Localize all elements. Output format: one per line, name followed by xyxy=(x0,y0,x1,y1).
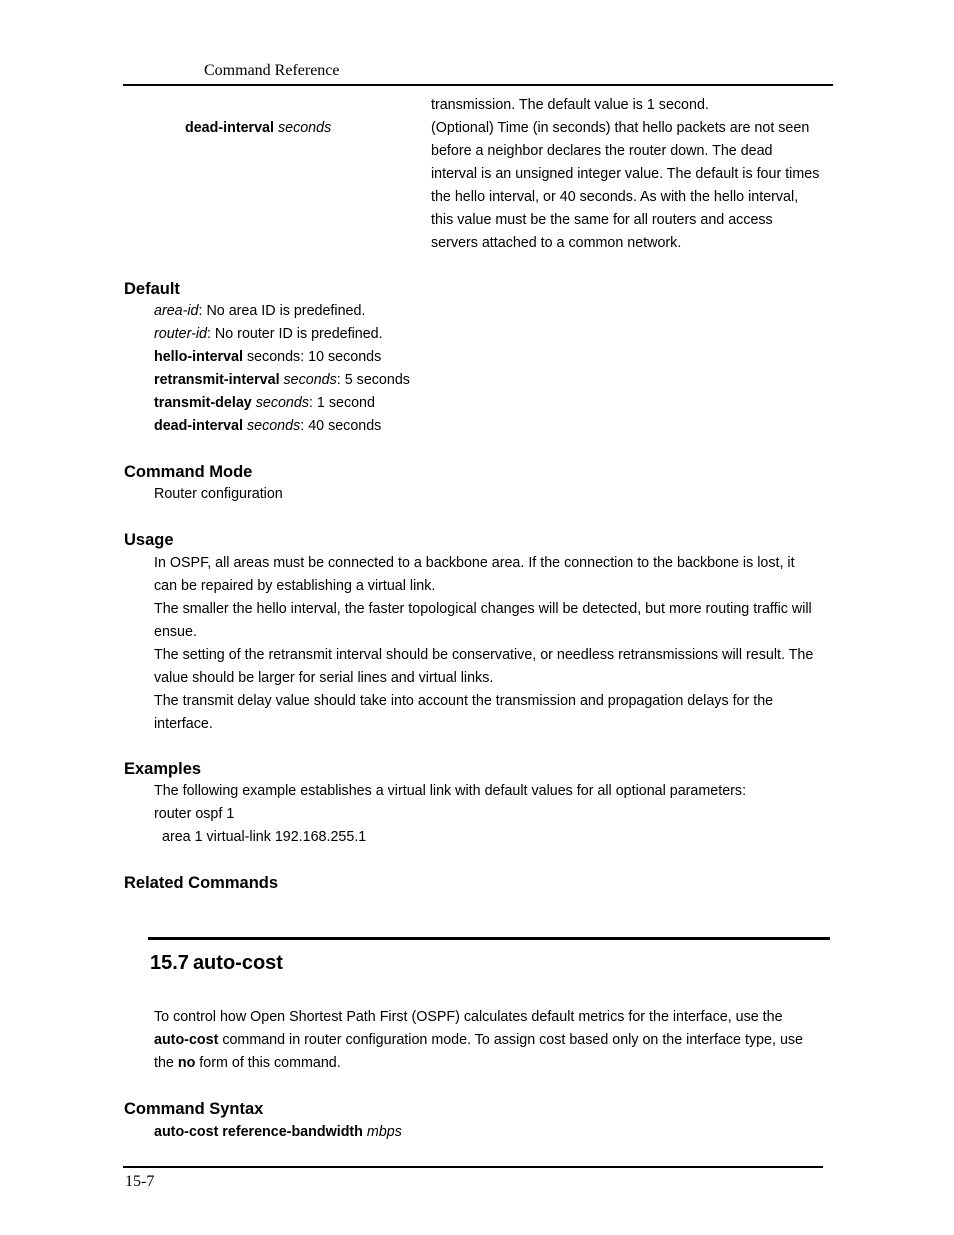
command-mode-text: Router configuration xyxy=(154,486,283,502)
section-name: auto-cost xyxy=(192,952,283,974)
footer-rule xyxy=(123,1166,823,1168)
default-line: retransmit-interval seconds: 5 seconds xyxy=(154,372,410,388)
section-intro-line: To control how Open Shortest Path First (OSPF) calculates default metrics for the interface, use the xyxy=(154,1009,783,1025)
examples-intro: The following example establishes a virtual link with default values for all optional parameters: xyxy=(154,783,747,799)
parameter-argument: seconds xyxy=(277,120,332,136)
usage-line: In OSPF, all areas must be connected to a backbone area. If the connection to the backbone is lost, it xyxy=(154,555,795,571)
default-line: router-id: No router ID is predefined. xyxy=(154,326,383,342)
dead-interval-desc-line: (Optional) Time (in seconds) that hello packets are not seen xyxy=(431,120,810,136)
related-commands-heading: Related Commands xyxy=(124,874,279,892)
usage-line: The setting of the retransmit interval should be conservative, or needless retransmissions will result. The xyxy=(154,647,814,663)
command-syntax-line xyxy=(154,1121,834,1144)
section-rule xyxy=(148,937,830,940)
default-heading: Default xyxy=(124,280,180,298)
dead-interval-desc-line: before a neighbor declares the router down. The dead xyxy=(431,143,773,159)
default-line: hello-interval seconds: 10 seconds xyxy=(154,349,382,365)
example-code-line: area 1 virtual-link 192.168.255.1 xyxy=(162,829,367,845)
example-code-line: router ospf 1 xyxy=(154,806,235,822)
auto-cost-keyword: auto-cost xyxy=(154,1032,219,1048)
usage-line: interface. xyxy=(154,716,213,732)
syntax-argument: mbps xyxy=(366,1124,402,1140)
section-number: 15.7 xyxy=(150,952,189,974)
command-syntax-heading: Command Syntax xyxy=(124,1100,264,1118)
dead-interval-desc-line: the hello interval, or 40 seconds. As with the hello interval, xyxy=(431,189,799,205)
running-header-title: Command Reference xyxy=(204,62,340,79)
usage-heading: Usage xyxy=(124,531,174,549)
dead-interval-desc-line: this value must be the same for all routers and access xyxy=(431,212,773,228)
section-intro-line: the no form of this command. xyxy=(154,1055,341,1071)
default-line: transmit-delay seconds: 1 second xyxy=(154,395,375,411)
no-keyword: no xyxy=(177,1055,196,1071)
usage-line: The transmit delay value should take into account the transmission and propagation delays for the xyxy=(154,693,774,709)
prev-description-tail: transmission. The default value is 1 second. xyxy=(431,97,709,113)
usage-line: can be repaired by establishing a virtual link. xyxy=(154,578,436,594)
usage-line: ensue. xyxy=(154,624,197,640)
section-title xyxy=(150,952,283,975)
header-rule xyxy=(123,84,833,86)
default-line: dead-interval seconds: 40 seconds xyxy=(154,418,382,434)
dead-interval-desc-line: servers attached to a common network. xyxy=(431,235,682,251)
section-intro xyxy=(154,1006,834,1075)
parameter-name xyxy=(185,117,331,140)
usage-line: The smaller the hello interval, the faster topological changes will be detected, but more routing traffic will xyxy=(154,601,812,617)
syntax-keyword: auto-cost reference-bandwidth xyxy=(154,1124,363,1140)
dead-interval-desc-line: interval is an unsigned integer value. The default is four times xyxy=(431,166,820,182)
default-line: area-id: No area ID is predefined. xyxy=(154,303,366,319)
examples-text xyxy=(154,780,834,849)
usage-line: value should be larger for serial lines and virtual links. xyxy=(154,670,494,686)
usage-text xyxy=(154,552,834,736)
parameter-keyword: dead-interval xyxy=(185,120,274,136)
parameter-description xyxy=(431,94,831,255)
section-intro-line: auto-cost command in router configuration mode. To assign cost based only on the interface type, use xyxy=(154,1032,804,1048)
command-mode-heading: Command Mode xyxy=(124,463,253,481)
page-number: 15-7 xyxy=(125,1173,155,1190)
default-list xyxy=(154,300,834,438)
examples-heading: Examples xyxy=(124,760,202,778)
